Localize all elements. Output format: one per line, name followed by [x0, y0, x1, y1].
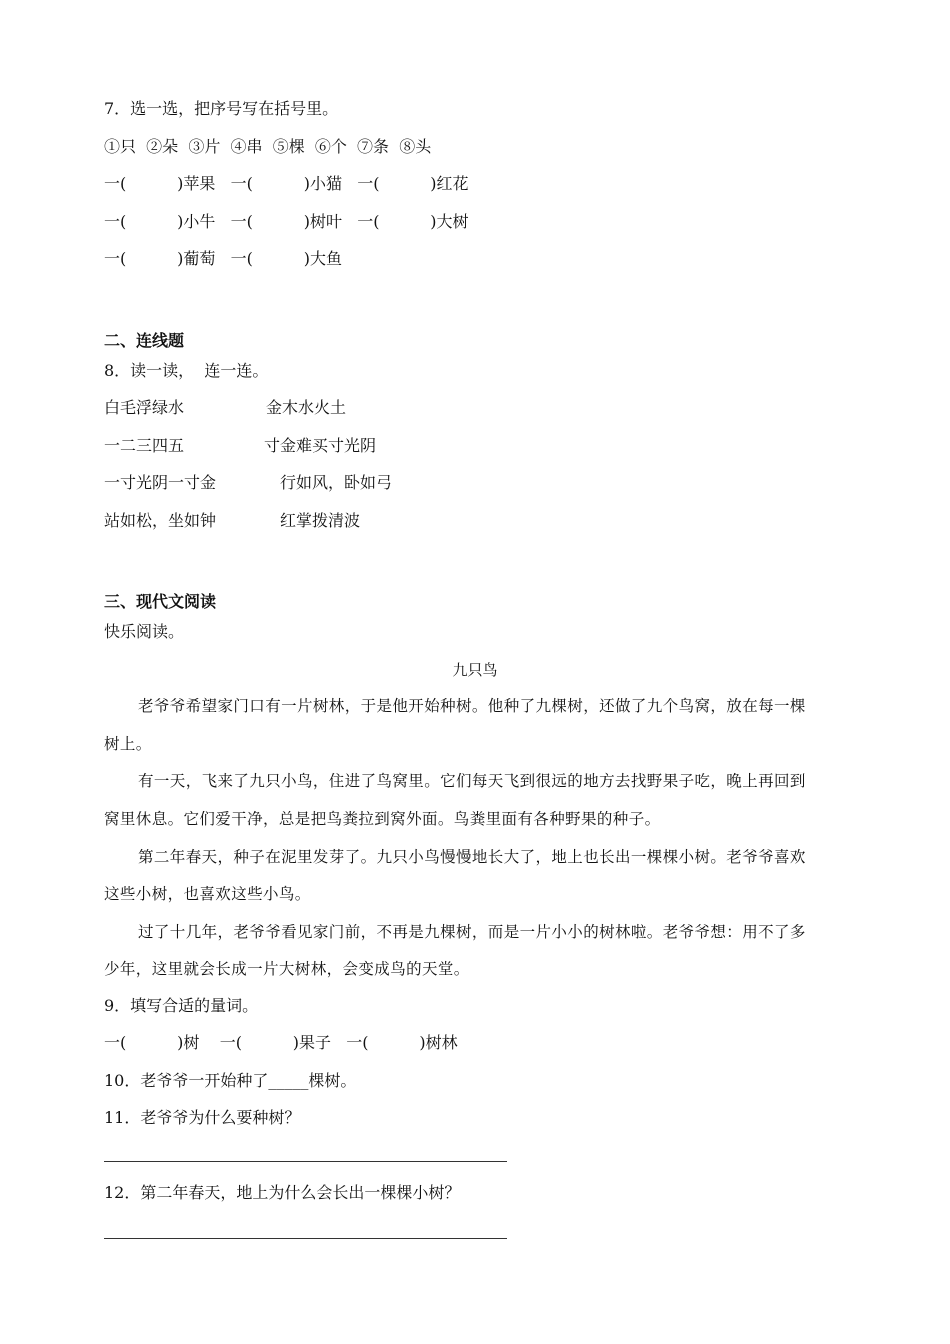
match-left-3: 一寸光阴一寸金 [104, 473, 217, 492]
q11-answer-line[interactable] [104, 1161, 507, 1162]
match-right-2: 寸金难买寸光阴 [264, 436, 377, 455]
story-line-3: 有一天，飞来了九只小鸟，住进了鸟窝里。它们每天飞到很远的地方去找野果子吃，晚上再回到 [138, 772, 806, 790]
story-line-1: 老爷爷希望家门口有一片树林，于是他开始种树。他种了九棵树，还做了九个鸟窝，放在每一棵 [138, 697, 806, 715]
q8-title: 8．读一读， 连一连。 [104, 361, 269, 380]
match-left-4: 站如松，坐如钟 [104, 511, 217, 530]
q9-row: 一( )树 一( )果子 一( )树林 [104, 1033, 458, 1052]
story-line-5: 第二年春天，种子在泥里发芽了。九只小鸟慢慢地长大了，地上也长出一棵棵小树。老爷爷喜欢 [138, 848, 806, 866]
q12-answer-line[interactable] [104, 1238, 507, 1239]
story-line-6: 这些小树，也喜欢这些小鸟。 [104, 885, 311, 903]
reading-intro: 快乐阅读。 [104, 622, 185, 641]
match-right-1: 金木水火土 [266, 398, 347, 417]
q10: 10．老爷爷一开始种了_____棵树。 [104, 1071, 357, 1090]
q9-title: 9．填写合适的量词。 [104, 996, 259, 1015]
q7-row-3: 一( )葡萄 一( )大鱼 [104, 249, 342, 268]
section3-heading: 三、现代文阅读 [104, 592, 217, 611]
q7-options: ①只 ②朵 ③片 ④串 ⑤棵 ⑥个 ⑦条 ⑧头 [104, 137, 432, 156]
story-title: 九只鸟 [452, 661, 498, 679]
section2-heading: 二、连线题 [104, 331, 185, 350]
match-left-2: 一二三四五 [104, 436, 185, 455]
q11: 11．老爷爷为什么要种树？ [104, 1108, 301, 1127]
q7-row-2: 一( )小牛 一( )树叶 一( )大树 [104, 212, 469, 231]
story-line-4: 窝里休息。它们爱干净，总是把鸟粪拉到窝外面。鸟粪里面有各种野果的种子。 [104, 810, 661, 828]
match-right-4: 红掌拨清波 [280, 511, 361, 530]
q7-title: 7．选一选，把序号写在括号里。 [104, 99, 339, 118]
match-right-3: 行如风，卧如弓 [280, 473, 393, 492]
q12: 12．第二年春天，地上为什么会长出一棵棵小树？ [104, 1183, 461, 1202]
q7-row-1: 一( )苹果 一( )小猫 一( )红花 [104, 174, 469, 193]
story-line-2: 树上。 [104, 735, 152, 753]
match-left-1: 白毛浮绿水 [104, 398, 185, 417]
story-line-7: 过了十几年，老爷爷看见家门前，不再是九棵树，而是一片小小的树林啦。老爷爷想：用不了多 [138, 923, 806, 941]
story-line-8: 少年，这里就会长成一片大树林，会变成鸟的天堂。 [104, 960, 470, 978]
